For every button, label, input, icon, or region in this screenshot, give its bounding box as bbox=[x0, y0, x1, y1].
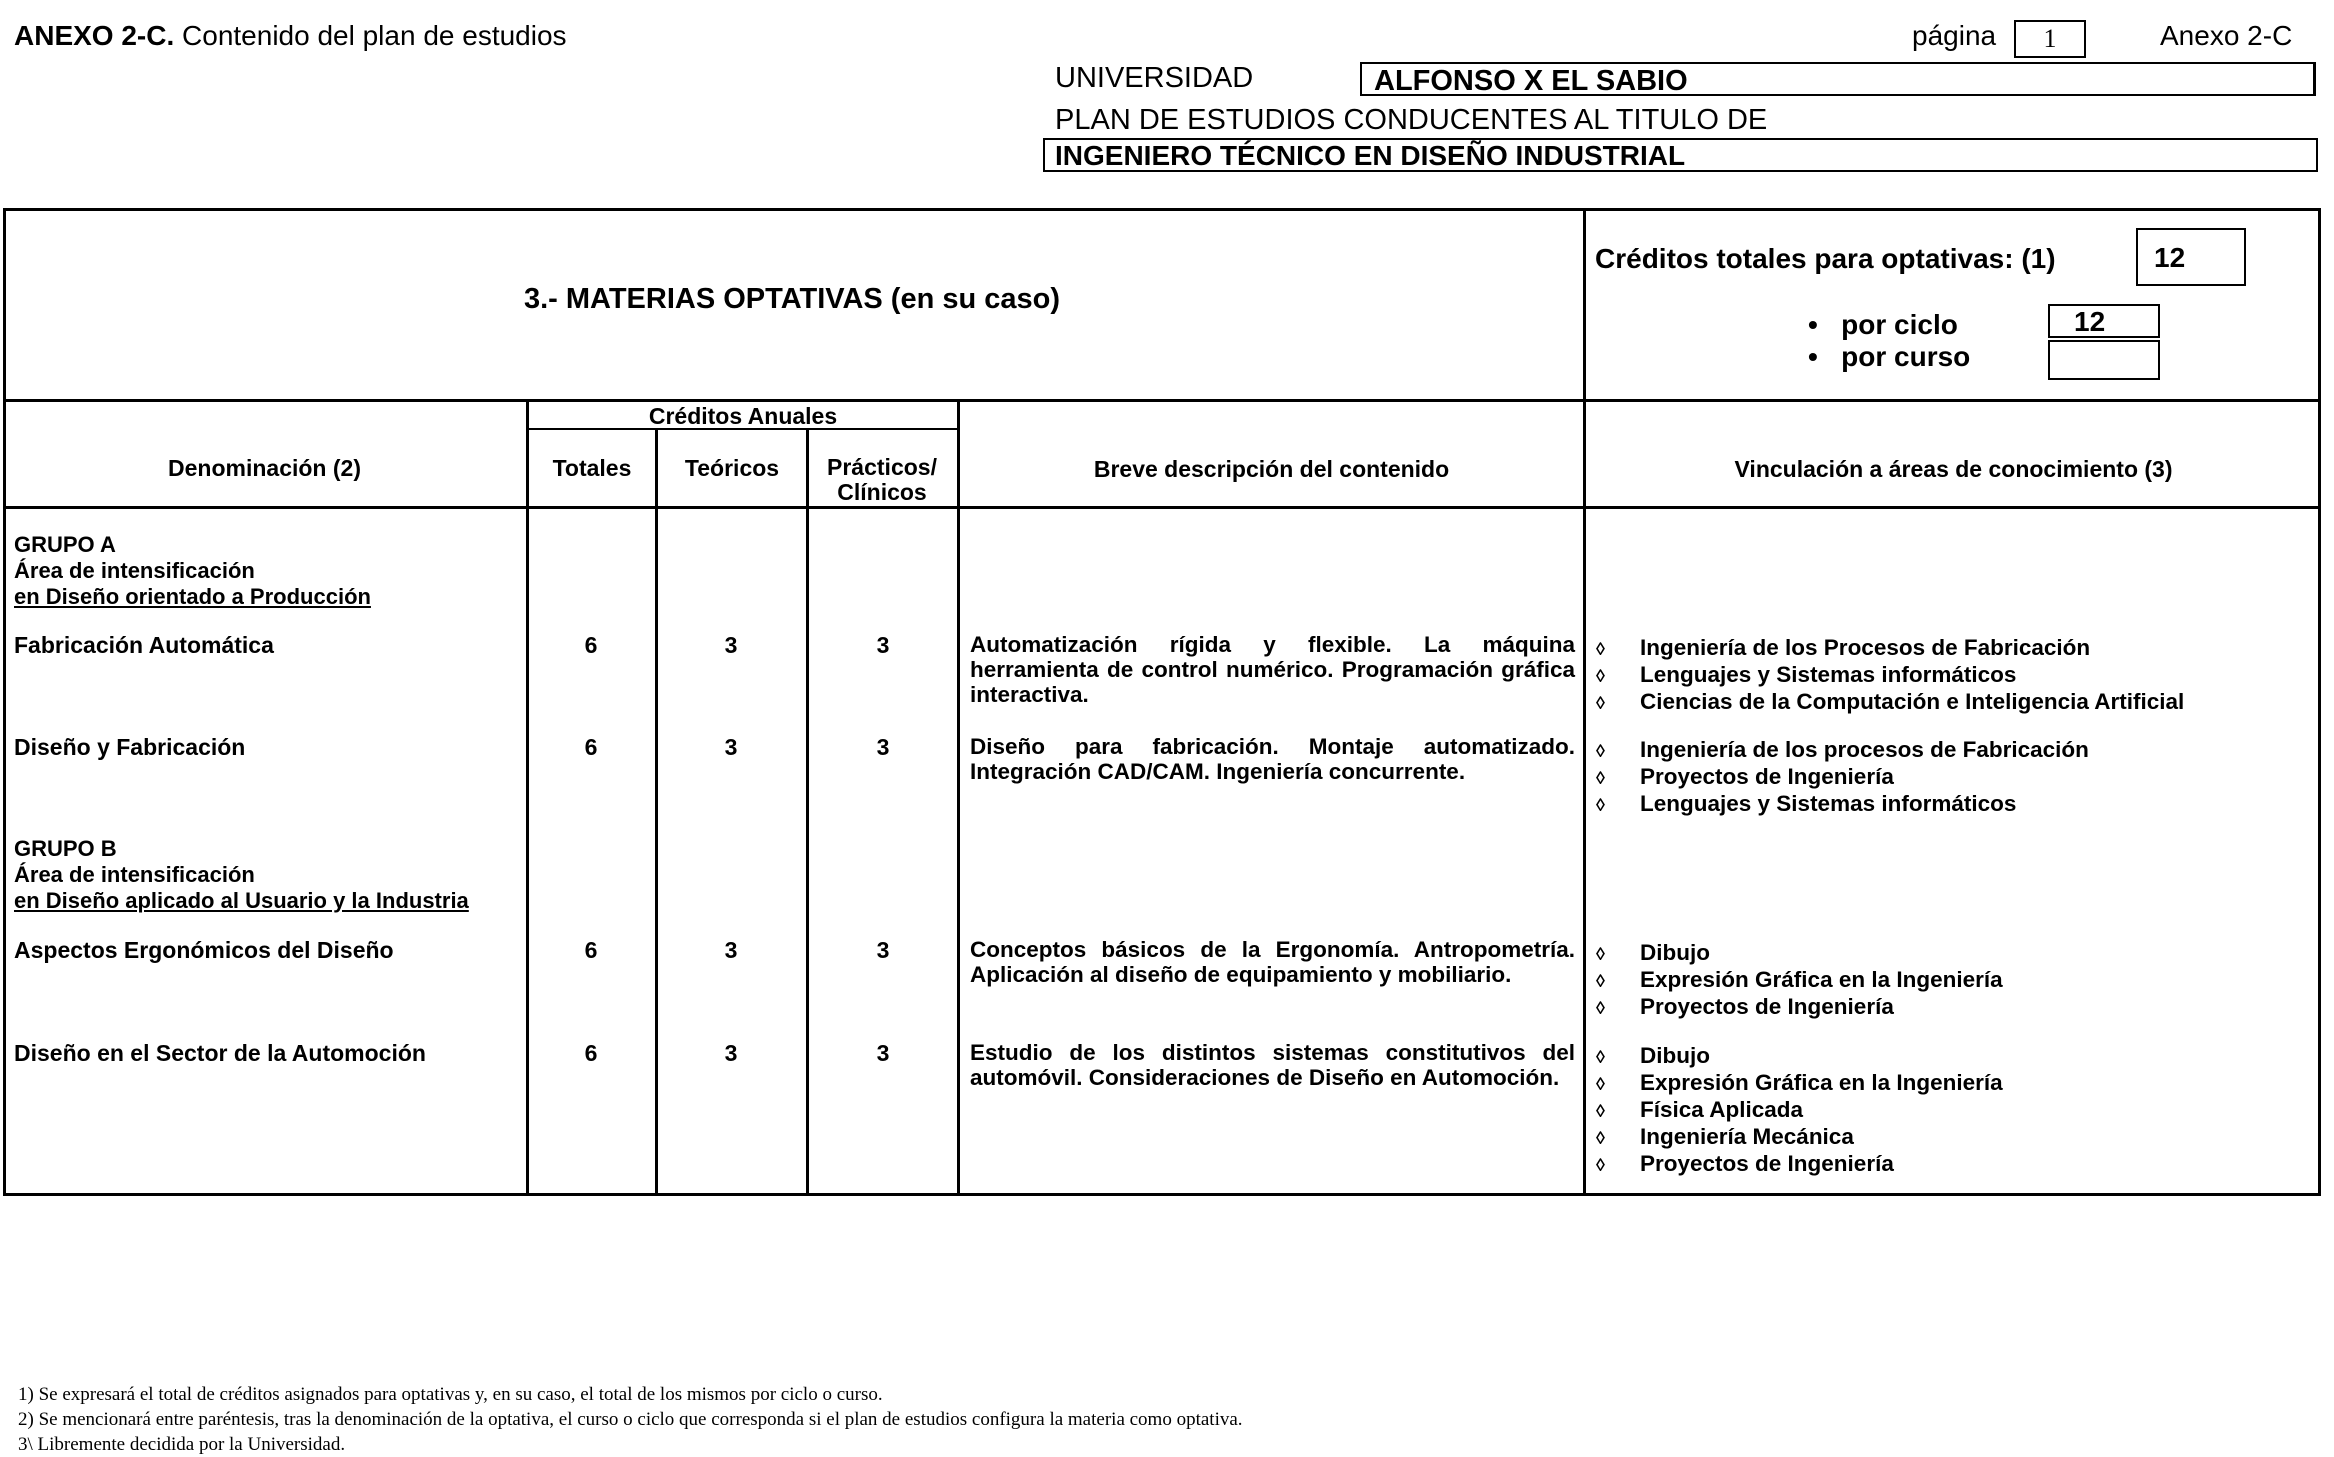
diamond-bullet: ◊ bbox=[1596, 1047, 1605, 1067]
subject-description: Automatización rígida y flexible. La máquina herramienta de control numérico. Programación gráfica interactiva. bbox=[970, 632, 1575, 707]
group-a-line3: en Diseño orientado a Producción bbox=[14, 584, 371, 609]
diamond-bullet: ◊ bbox=[1596, 1074, 1605, 1094]
group-a-heading bbox=[14, 532, 371, 610]
col-header-descripcion: Breve descripción del contenido bbox=[1093, 456, 1450, 482]
area-item: ◊ Ingeniería de los procesos de Fabricación bbox=[1596, 737, 2089, 762]
subject-teoricos: 3 bbox=[724, 632, 738, 658]
subject-totales: 6 bbox=[584, 734, 598, 760]
diamond-bullet: ◊ bbox=[1596, 741, 1605, 761]
area-item: ◊ Lenguajes y Sistemas informáticos bbox=[1596, 791, 2017, 816]
subject-name: Diseño en el Sector de la Automoción bbox=[14, 1040, 426, 1066]
area-item: ◊ Física Aplicada bbox=[1596, 1097, 1803, 1122]
diamond-bullet: ◊ bbox=[1596, 1128, 1605, 1148]
area-item: ◊ Ingeniería Mecánica bbox=[1596, 1124, 1854, 1149]
bullet-course: • bbox=[1808, 341, 1818, 372]
subject-description: Conceptos básicos de la Ergonomía. Antropometría. Aplicación al diseño de equipamiento y mobiliario. bbox=[970, 937, 1575, 987]
area-item: ◊ Lenguajes y Sistemas informáticos bbox=[1596, 662, 2017, 687]
subject-name: Fabricación Automática bbox=[14, 632, 274, 658]
col-header-vinculacion: Vinculación a áreas de conocimiento (3) bbox=[1734, 456, 2173, 482]
subject-practicos: 3 bbox=[876, 632, 890, 658]
subject-totales: 6 bbox=[584, 1040, 598, 1066]
subject-teoricos: 3 bbox=[724, 1040, 738, 1066]
annex-heading-bold: ANEXO 2-C. bbox=[14, 20, 175, 51]
area-item: ◊ Proyectos de Ingeniería bbox=[1596, 764, 1894, 789]
area-item: ◊ Expresión Gráfica en la Ingeniería bbox=[1596, 1070, 2003, 1095]
group-b-line3: en Diseño aplicado al Usuario y la Industria bbox=[14, 888, 469, 913]
divider-col-teoricos bbox=[655, 430, 658, 1196]
subject-practicos: 3 bbox=[876, 937, 890, 963]
diamond-bullet: ◊ bbox=[1596, 998, 1605, 1018]
per-course-value bbox=[2048, 340, 2160, 380]
section-title: 3.- MATERIAS OPTATIVAS (en su caso) bbox=[523, 283, 1061, 315]
diamond-bullet: ◊ bbox=[1596, 971, 1605, 991]
plan-label: PLAN DE ESTUDIOS CONDUCENTES AL TITULO DE bbox=[1055, 104, 1768, 136]
page-label: página bbox=[1912, 20, 1997, 51]
area-item: ◊ Dibujo bbox=[1596, 940, 1710, 965]
group-b-line2: Área de intensificación bbox=[14, 862, 255, 887]
subject-teoricos: 3 bbox=[724, 734, 738, 760]
per-cycle-label bbox=[1808, 309, 1958, 341]
divider-body-top bbox=[3, 506, 2321, 509]
subject-areas bbox=[1596, 635, 2184, 716]
subject-name: Aspectos Ergonómicos del Diseño bbox=[14, 937, 394, 963]
annex-code: Anexo 2-C bbox=[2160, 20, 2293, 51]
col-header-creditos: Créditos Anuales bbox=[648, 403, 838, 429]
area-item: ◊ Proyectos de Ingeniería bbox=[1596, 994, 1894, 1019]
credits-total-value: 12 bbox=[2136, 228, 2246, 286]
subject-description: Diseño para fabricación. Montaje automatizado. Integración CAD/CAM. Ingeniería concurrente. bbox=[970, 734, 1575, 784]
per-course-label bbox=[1808, 341, 1970, 373]
col-header-totales: Totales bbox=[552, 455, 632, 481]
group-b-heading bbox=[14, 836, 469, 914]
subject-areas bbox=[1596, 1043, 2003, 1178]
bullet-cycle: • bbox=[1808, 309, 1818, 340]
divider-header-row bbox=[3, 399, 2321, 402]
area-item: ◊ Ciencias de la Computación e Inteligencia Artificial bbox=[1596, 689, 2185, 714]
diamond-bullet: ◊ bbox=[1596, 1155, 1605, 1175]
footnote-2: 2) Se mencionará entre paréntesis, tras la denominación de la optativa, el curso o ciclo que corresponda si el plan de estudios configura la materia como optativa. bbox=[18, 1409, 1243, 1430]
subject-totales: 6 bbox=[584, 937, 598, 963]
group-b-title: GRUPO B bbox=[14, 836, 117, 861]
page-number-box: 1 bbox=[2014, 20, 2086, 58]
footnote-1: 1) Se expresará el total de créditos asignados para optativas y, en su caso, el total de los mismos por ciclo o curso. bbox=[18, 1384, 883, 1405]
subject-description: Estudio de los distintos sistemas constitutivos del automóvil. Consideraciones de Diseño en Automoción. bbox=[970, 1040, 1575, 1090]
diamond-bullet: ◊ bbox=[1596, 1101, 1605, 1121]
per-cycle-text: por ciclo bbox=[1841, 309, 1958, 340]
area-item: ◊ Proyectos de Ingeniería bbox=[1596, 1151, 1894, 1176]
diamond-bullet: ◊ bbox=[1596, 795, 1605, 815]
area-item: ◊ Dibujo bbox=[1596, 1043, 1710, 1068]
degree-title: INGENIERO TÉCNICO EN DISEÑO INDUSTRIAL bbox=[1043, 138, 2318, 172]
subject-practicos: 3 bbox=[876, 734, 890, 760]
diamond-bullet: ◊ bbox=[1596, 666, 1605, 686]
divider-right-section bbox=[1583, 208, 1586, 1196]
divider-col-desc bbox=[957, 399, 960, 1196]
per-course-text: por curso bbox=[1841, 341, 1971, 372]
area-item: ◊ Ingeniería de los Procesos de Fabricación bbox=[1596, 635, 2091, 660]
col-header-teoricos: Teóricos bbox=[684, 455, 780, 481]
subject-teoricos: 3 bbox=[724, 937, 738, 963]
annex-heading-text: Contenido del plan de estudios bbox=[174, 20, 567, 51]
subject-name: Diseño y Fabricación bbox=[14, 734, 246, 760]
subject-totales: 6 bbox=[584, 632, 598, 658]
subject-areas bbox=[1596, 940, 2003, 1021]
university-label: UNIVERSIDAD bbox=[1055, 62, 1254, 94]
subject-areas bbox=[1596, 737, 2089, 818]
university-name: ALFONSO X EL SABIO bbox=[1360, 62, 2316, 96]
col-header-denominacion: Denominación (2) bbox=[168, 455, 361, 481]
per-cycle-value: 12 bbox=[2048, 304, 2160, 338]
group-a-line2: Área de intensificación bbox=[14, 558, 255, 583]
subject-practicos: 3 bbox=[876, 1040, 890, 1066]
divider-col-totales bbox=[526, 399, 529, 1196]
divider-col-practicos bbox=[806, 430, 809, 1196]
group-a-title: GRUPO A bbox=[14, 532, 116, 557]
area-item: ◊ Expresión Gráfica en la Ingeniería bbox=[1596, 967, 2003, 992]
diamond-bullet: ◊ bbox=[1596, 944, 1605, 964]
diamond-bullet: ◊ bbox=[1596, 639, 1605, 659]
annex-heading bbox=[14, 20, 567, 52]
diamond-bullet: ◊ bbox=[1596, 768, 1605, 788]
col-header-practicos: Prácticos/ Clínicos bbox=[827, 454, 937, 505]
diamond-bullet: ◊ bbox=[1596, 693, 1605, 713]
credits-total-label: Créditos totales para optativas: (1) bbox=[1595, 243, 2056, 274]
footnote-3: 3\ Libremente decidida por la Universidad. bbox=[18, 1434, 346, 1455]
